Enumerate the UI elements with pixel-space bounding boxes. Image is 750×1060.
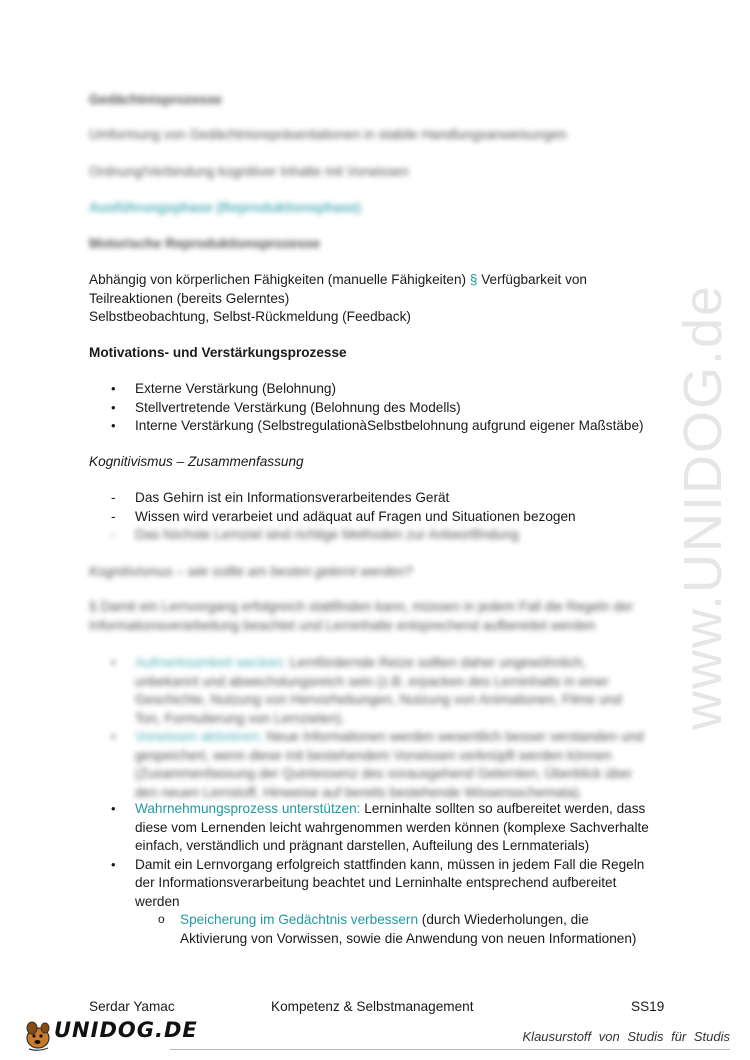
footer-course: Kompetenz & Selbstmanagement <box>271 999 474 1014</box>
list-item: - Wissen wird verarbeiet und adäquat auf Fragen und Situationen bezogen <box>89 508 679 527</box>
section-symbol: § <box>469 272 478 287</box>
heading-memory-processes: Gedächtnisprozesse <box>89 92 222 107</box>
blurred-learning-list <box>89 654 679 802</box>
reproduction-line: Abhängig von körperlichen Fähigkeiten (manuelle Fähigkeiten) § Verfügbarkeit von <box>89 272 587 287</box>
perception-label: Wahrnehmungsprozess unterstützen: <box>135 801 365 816</box>
list-item: • Vorwissen aktivieren: Neue Informationen werden wesentlich besser verstanden und gespeichert, wenn diese mit bestehendem Vorwissen verknüpft werden können (Zusammenfassung der Quintessenz des vorausgehend Gelernten, Überblick über den neuen Lernstoff, Hinweise auf bereits bestehende Wissensschemata). <box>89 728 679 802</box>
learning-list <box>89 800 679 911</box>
list-item: • Wahrnehmungsprozess unterstützen: Lerninhalte sollten so aufbereitet werden, dass diese vom Lernenden leicht wahrgenommen werden können (komplexe Sachverhalte einfach, verständlich und prägnant darstellen, Aufteilung des Lernmaterials) <box>89 800 679 856</box>
list-item: • Externe Verstärkung (Belohnung) <box>89 380 679 399</box>
list-item: • Damit ein Lernvorgang erfolgreich stattfinden kann, müssen in jedem Fall die Regeln der Informationsverarbeitung beachtet und Lerninhalte entsprechend aufbereitet werden <box>89 856 679 912</box>
reproduction-line: Selbstbeobachtung, Selbst-Rückmeldung (Feedback) <box>89 309 411 324</box>
memory-sublist <box>89 911 679 948</box>
footer-tagline: Klausurstoff von Studis für Studis <box>522 1029 730 1044</box>
heading-motor-reproduction: Motorische Reproduktionsprozesse <box>89 236 321 251</box>
list-item: • Interne Verstärkung (SelbstregulationàSelbstbelohnung aufgrund eigener Maßstäbe) <box>89 417 679 436</box>
blurred-line: Umformung von Gedächtnisrepräsentationen in stabile Handlungsanweisungen <box>89 127 567 142</box>
heading-cognitivism-summary: Kognitivismus – Zusammenfassung <box>89 454 304 469</box>
heading-execution-phase: Ausführungsphase (Reproduktionsphase) <box>89 200 361 215</box>
heading-how-to-learn: Kognitivismus – wie sollte am besten gelernt werden? <box>89 564 413 579</box>
footer-divider <box>170 1049 730 1050</box>
heading-motivation: Motivations- und Verstärkungsprozesse <box>89 345 347 360</box>
list-item: - Das höchste Lernziel sind richtige Methoden zur Antwortfindung <box>89 526 679 545</box>
reproduction-paragraph <box>89 271 674 327</box>
footer-semester: SS19 <box>631 999 665 1014</box>
list-item: • Aufmerksamkeit wecken: Lernfördernde Reize sollten daher ungewöhnlich, unbekannt und abwechslungsreich sein (z.B. erpacken des Lerninhalts in einer Geschichte, Nutzung von Hervorhebungen, Nutzung von Animationen, Filme und Ton, Formulierung von Lernzielen). <box>89 654 679 728</box>
blurred-line: Ordnung/Verbindung kognitiver Inhalte mit Vorwissen <box>89 164 409 179</box>
reproduction-line: Teilreaktionen (bereits Gelerntes) <box>89 290 290 306</box>
memory-label: Speicherung im Gedächtnis verbessern <box>180 912 419 927</box>
blurred-paragraph: § Damit ein Lernvorgang erfolgreich stattfinden kann, müssen in jedem Fall die Regeln der Informationsverarbeitung beachtet und Lerninhalte entsprechend aufbereitet werden <box>89 599 634 633</box>
list-item: - Das Gehirn ist ein Informationsverarbeitendes Gerät <box>89 489 679 508</box>
list-item: • Stellvertretende Verstärkung (Belohnung des Modells) <box>89 399 679 418</box>
cognitivism-list <box>89 489 679 545</box>
logo-text: UNIDOG.DE <box>54 1018 198 1042</box>
footer-author: Serdar Yamac <box>89 999 175 1014</box>
motivation-list <box>89 380 679 436</box>
watermark-url: www.UNIDOG.de <box>673 283 733 730</box>
list-item: o Speicherung im Gedächtnis verbessern (durch Wiederholungen, die Aktivierung von Vorwissen, sowie die Anwendung von neuen Informationen) <box>89 911 679 948</box>
